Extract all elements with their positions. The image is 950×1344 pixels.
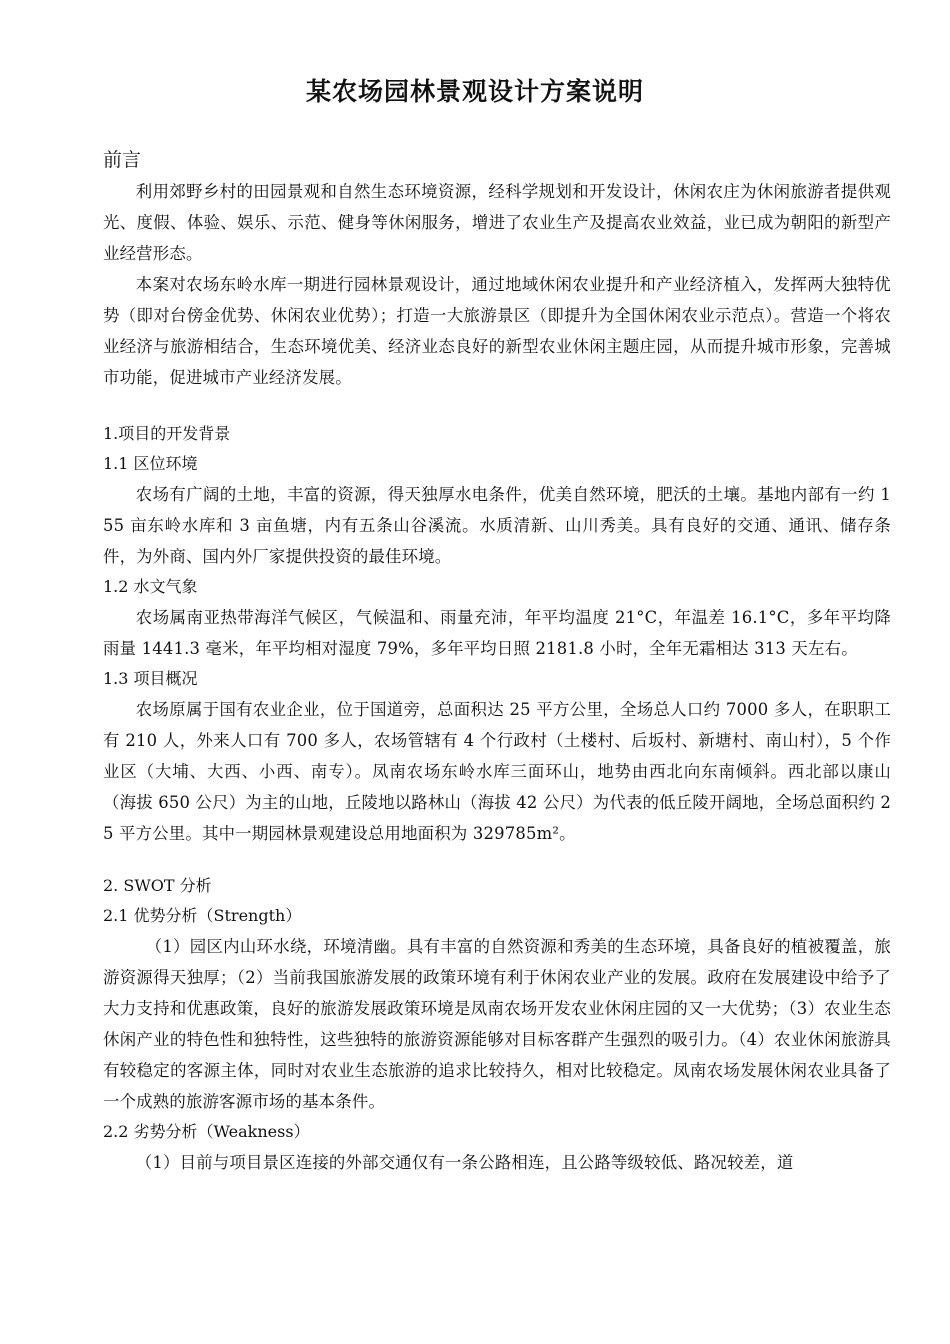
section-2-2-paragraph: （1）目前与项目景区连接的外部交通仅有一条公路相连，且公路等级较低、路况较差，道 [135,1153,794,1172]
section-1-1-heading: 1.1 区位环境 [103,454,198,473]
section-1-2-paragraph: 农场属南亚热带海洋气候区，气候温和、雨量充沛，年平均温度 21°C，年温差 16.1°C，多年平均降雨量 1441.3 毫米，年平均相对湿度 79%，多年平均日照 2181.8 小时，全年无霜相达 313 天左右。 [103,608,891,658]
section-1-3-paragraph: 农场原属于国有农业企业，位于国道旁，总面积达 25 平方公里，全场总人口约 7000 多人，在职职工有 210 人，外来人口有 700 多人，农场管辖有 4 个行政村（土楼村、后坂村、新塘村、南山村），5 个作业区（大埔、大西、小西、南专）。凤南农场东岭水库三面环山，地势由西北向东南倾斜。西北部以康山（海拔 650 公尺）为主的山地，丘陵地以路林山（海拔 42 公尺）为代表的低丘陵开阔地，全场总面积约 25 平方公里。其中一期园林景观建设总用地面积为 329785m²。 [103,700,891,843]
section-1-2-heading: 1.2 水文气象 [103,577,198,596]
section-1-heading: 1.项目的开发背景 [103,424,231,443]
section-2-1-paragraph: （1）园区内山环水绕，环境清幽。具有丰富的自然资源和秀美的生态环境，具备良好的植被覆盖，旅游资源得天独厚；（2）当前我国旅游发展的政策环境有利于休闲农业产业的发展。政府在发展建设中给予了大力支持和优惠政策，良好的旅游发展政策环境是凤南农场开发农业休闲庄园的又一大优势；（3）农业生态休闲产业的特色性和独特性，这些独特的旅游资源能够对目标客群产生强烈的吸引力。（4）农业休闲旅游具有较稳定的客源主体，同时对农业生态旅游的追求比较持久，相对比较稳定。凤南农场发展休闲农业具备了一个成熟的旅游客源市场的基本条件。 [103,937,891,1111]
preface-paragraph-2: 本案对农场东岭水库一期进行园林景观设计，通过地域休闲农业提升和产业经济植入，发挥两大独特优势（即对台傍金优势、休闲农业优势）；打造一大旅游景区（即提升为全国休闲农业示范点）。营造一个将农业经济与旅游相结合，生态环境优美、经济业态良好的新型农业休闲主题庄园，从而提升城市形象，完善城市功能，促进城市产业经济发展。 [103,275,891,387]
section-2-2-heading: 2.2 劣势分析（Weakness） [103,1122,310,1141]
section-1-3-heading: 1.3 项目概况 [103,669,198,688]
document-title: 某农场园林景观设计方案说明 [305,77,644,106]
section-2-heading: 2. SWOT 分析 [103,876,212,895]
section-2-1-heading: 2.1 优势分析（Strength） [103,906,302,925]
section-spacer [103,849,891,871]
document-body [103,144,891,1178]
section-spacer [103,393,891,419]
preface-heading: 前言 [103,149,142,171]
preface-paragraph-1: 利用郊野乡村的田园景观和自然生态环境资源，经科学规划和开发设计，休闲农庄为休闲旅游者提供观光、度假、体验、娱乐、示范、健身等休闲服务，增进了农业生产及提高农业效益，业已成为朝阳的新型产业经营形态。 [103,182,891,263]
section-1-1-paragraph: 农场有广阔的土地，丰富的资源，得天独厚水电条件，优美自然环境，肥沃的土壤。基地内部有一约 155 亩东岭水库和 3 亩鱼塘，内有五条山谷溪流。水质清新、山川秀美。具有良好的交通、通讯、储存条件，为外商、国内外厂家提供投资的最佳环境。 [103,485,891,566]
